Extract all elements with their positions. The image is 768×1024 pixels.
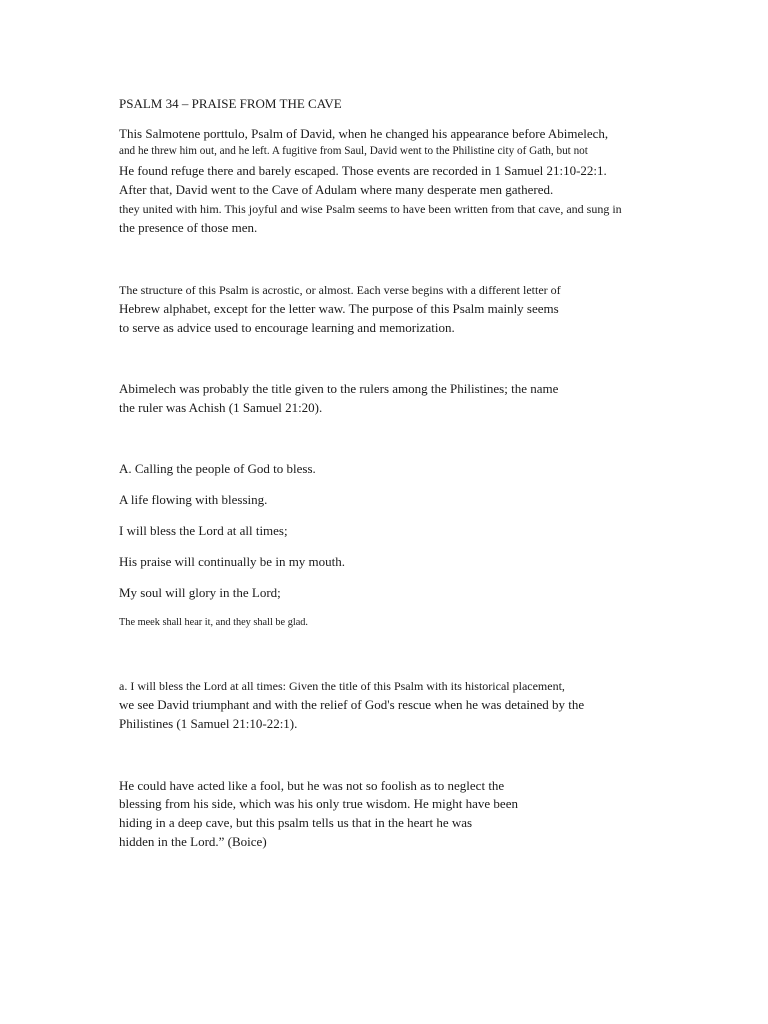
structure-line: to serve as advice used to encourage learning and memorization. xyxy=(119,320,455,335)
abimelech-line: Abimelech was probably the title given to the rulers among the Philistines; the name xyxy=(119,381,559,396)
quote-line: hiding in a deep cave, but this psalm tells us that in the heart he was xyxy=(119,815,473,830)
verse-line: My soul will glory in the Lord; xyxy=(119,585,281,600)
note-line: we see David triumphant and with the relief of God's rescue when he was detained by the xyxy=(119,697,585,712)
structure-line: Hebrew alphabet, except for the letter waw. The purpose of this Psalm mainly seems xyxy=(119,301,559,316)
intro-line: After that, David went to the Cave of Adulam where many desperate men gathered. xyxy=(119,182,554,197)
quote-line: hidden in the Lord.” (Boice) xyxy=(119,834,267,849)
quote-line: blessing from his side, which was his only true wisdom. He might have been xyxy=(119,796,518,811)
page-title: PSALM 34 – PRAISE FROM THE CAVE xyxy=(119,96,342,111)
note-line: a. I will bless the Lord at all times: Given the title of this Psalm with its historical placement, xyxy=(119,679,565,693)
abimelech-line: the ruler was Achish (1 Samuel 21:20). xyxy=(119,400,323,415)
note-line: Philistines (1 Samuel 21:10-22:1). xyxy=(119,716,298,731)
intro-line: the presence of those men. xyxy=(119,220,258,235)
intro-line: they united with him. This joyful and wise Psalm seems to have been written from that cave, and sung in xyxy=(119,202,622,216)
intro-line: This Salmotene porttulo, Psalm of David, when he changed his appearance before Abimelech, xyxy=(119,126,609,141)
verse-line: The meek shall hear it, and they shall be glad. xyxy=(119,617,308,628)
verse-line: His praise will continually be in my mouth. xyxy=(119,554,346,569)
verse-line: I will bless the Lord at all times; xyxy=(119,523,288,538)
structure-line: The structure of this Psalm is acrostic, or almost. Each verse begins with a different letter of xyxy=(119,283,561,297)
intro-line: and he threw him out, and he left. A fugitive from Saul, David went to the Philistine city of Gath, but not xyxy=(119,145,588,157)
section-heading: A. Calling the people of God to bless. xyxy=(119,461,316,476)
intro-line: He found refuge there and barely escaped. Those events are recorded in 1 Samuel 21:10-22:1. xyxy=(119,163,607,178)
section-subheading: A life flowing with blessing. xyxy=(119,492,268,507)
quote-line: He could have acted like a fool, but he was not so foolish as to neglect the xyxy=(119,778,505,793)
